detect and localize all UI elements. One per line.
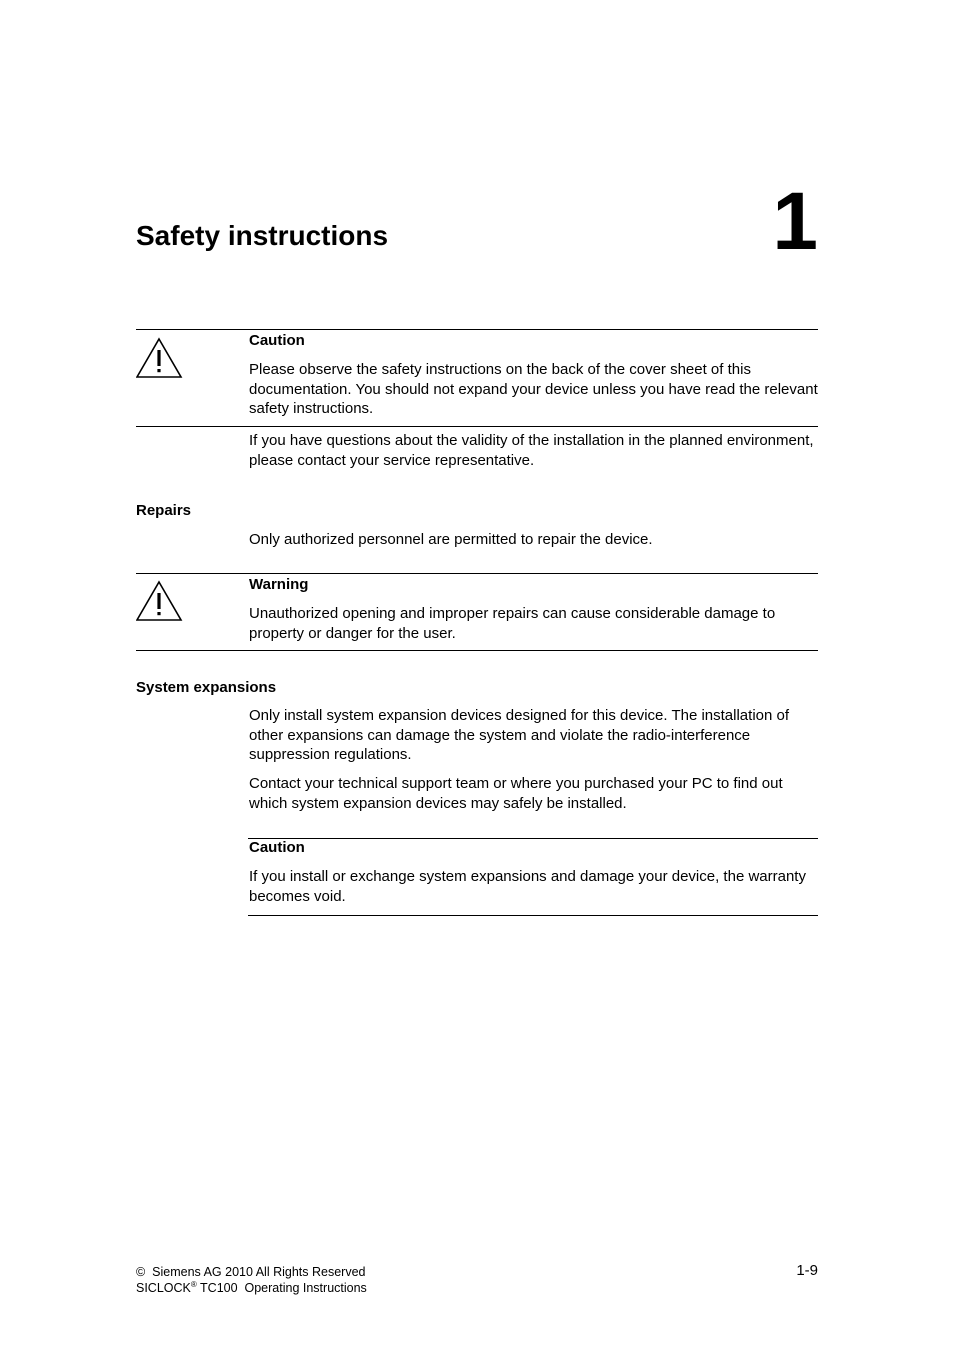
warning-triangle-icon [136,336,184,380]
section-heading-system-expansions: System expansions [136,679,277,696]
notice-text: Please observe the safety instructions on the back of the cover sheet of this documentation. You should not expand your device unless you have read the relevant safety instructions. [249,361,818,417]
product-name: SICLOCK [136,1281,191,1295]
notice-label: Caution [249,332,305,349]
warning-triangle-icon [136,579,184,623]
section-heading-repairs: Repairs [136,502,192,519]
copyright-text: Siemens AG 2010 All Rights Reserved [152,1265,366,1279]
notice-bottom-rule [248,915,818,916]
notice-bottom-rule [136,650,818,651]
chapter-number: 1 [772,176,818,267]
notice-text: If you install or exchange system expansions and damage your device, the warranty becomes void. [249,868,806,905]
notice-top-rule [136,329,818,330]
footer-copyright [136,1264,365,1280]
notice-top-rule [248,838,818,839]
product-suffix: TC100 Operating Instructions [200,1281,367,1295]
copyright-symbol: © [136,1265,146,1279]
intro-paragraph: If you have questions about the validity of the installation in the planned environment, please contact your service representative. [249,432,814,469]
notice-top-rule [136,573,818,574]
notice-text: Unauthorized opening and improper repairs can cause considerable damage to property or danger for the user. [249,605,776,642]
chapter-title: Safety instructions [136,220,389,251]
section-paragraph: Contact your technical support team or where you purchased your PC to find out which system expansion devices may safely be installed. [249,775,783,812]
notice-bottom-rule [136,426,818,427]
notice-label: Warning [249,576,309,593]
section-paragraph: Only install system expansion devices designed for this device. The installation of other expansions can damage the system and violate the radio-interference suppression regulations. [249,707,790,763]
page-number: 1-9 [796,1262,818,1279]
registered-mark: ® [190,1279,197,1289]
section-paragraph: Only authorized personnel are permitted to repair the device. [249,531,653,548]
notice-label: Caution [249,839,305,856]
footer-product [136,1280,367,1296]
